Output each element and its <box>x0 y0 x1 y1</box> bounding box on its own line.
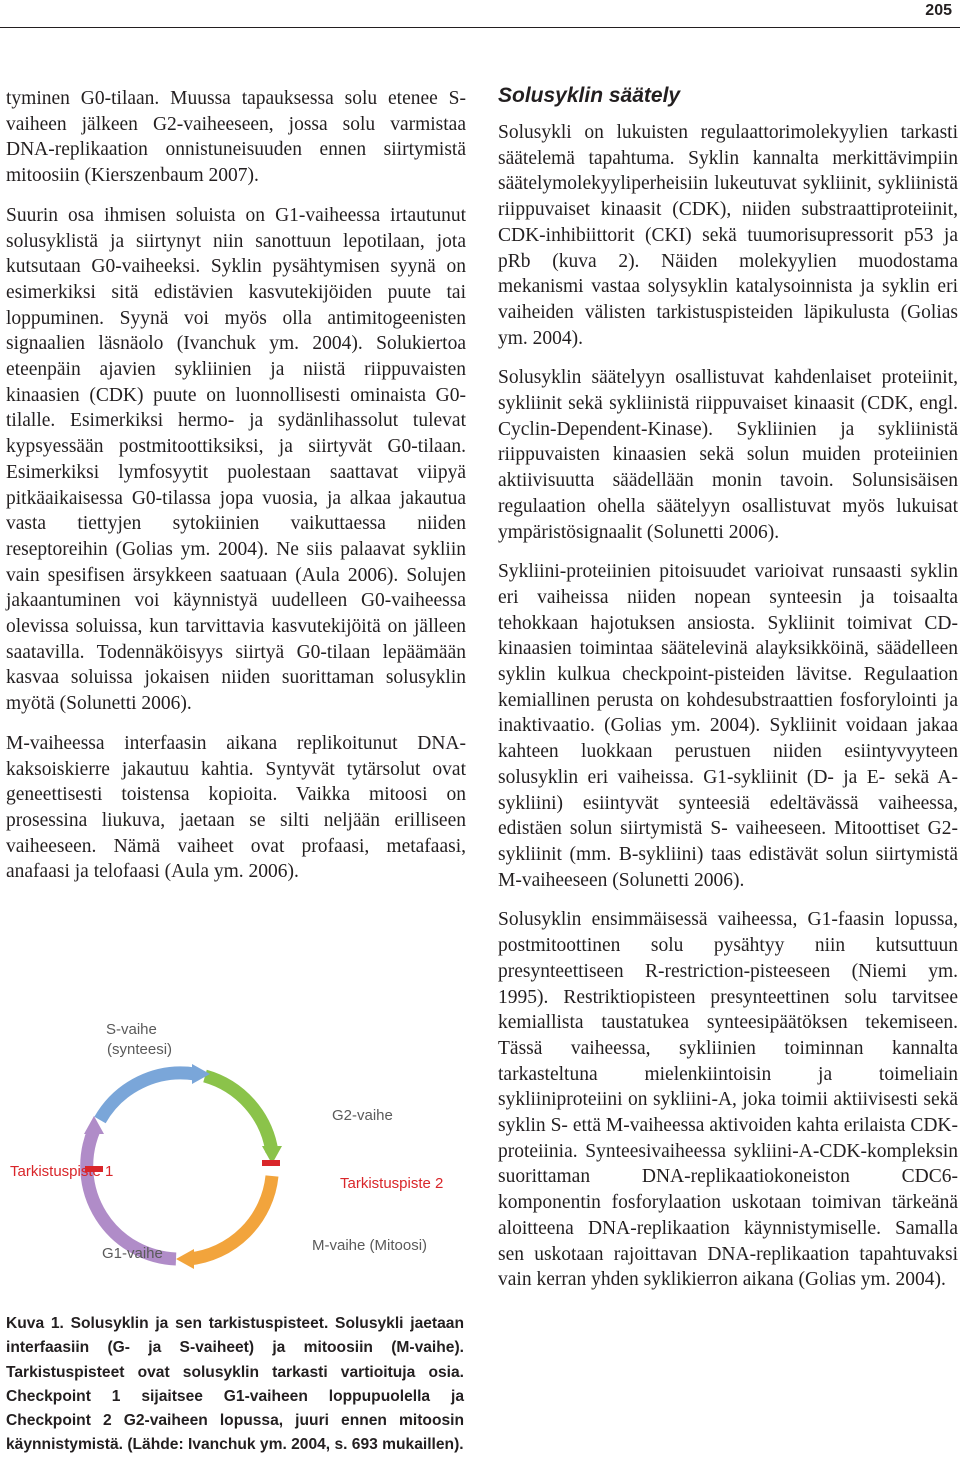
body-paragraph: Solusyklin säätelyyn osallistuvat kahdenlaiset proteiinit, sykliinit sekä sykliinistä riippuvaiset kinaasit (CDK, engl. Cyclin-Dependent-Kinase). Sykliinien ja sykliinistä riippuvaisten kinaasien sekä solun muiden proteiinien aktiivisuutta säädellään monin tavoin. Solunsisäisen regulaation ohella säätelyyn osallistuvat myös lukuisat ympäristösignaalit (Solunetti 2006). <box>498 367 958 543</box>
cell-cycle-diagram <box>6 1006 466 1296</box>
g1-phase-arc <box>87 1130 176 1259</box>
s-phase-label: S-vaihe <box>106 1021 157 1038</box>
page-number: 205 <box>925 2 952 19</box>
checkpoint1-label: Tarkistuspiste 1 <box>10 1163 114 1180</box>
m-phase-arrowhead <box>176 1249 194 1269</box>
cell-cycle-figure <box>6 1006 466 1296</box>
body-paragraph: Sykliini-proteiinien pitoisuudet varioivat runsaasti syklin eri vaiheissa niiden nopean synteesin ja toisaalta tehokkaan hajotuksen ansiosta. Sykliinit toimivat CD-kinaasien toimintaa säätelevinä alayksikköinä, säädelleen syklin kulkua checkpoint-pisteiden lävitse. Regulaation kemiallinen perusta on kohdesubstraattien fosforylointi ja inaktivaatio. (Golias ym. 2004). Sykliinit voidaan jakaa kahteen luokkaan perustuen niiden esiintyvyyteen solusyklin eri vaiheissa. G1-sykliinit (D- ja E- sekä A-sykliini) esiintyvät synteesiä edeltävässä vaiheessa, edistäen solun siirtymistä S- vaiheeseen. Mitoottiset G2-sykliinit (mm. B-sykliini) taas edistävät solun siirtymistä M-vaiheeseen (Solunetti 2006). <box>498 561 958 891</box>
body-paragraph: Solusyklin ensimmäisessä vaiheessa, G1-faasin lopussa, postmitoottinen solu pysähtyy niin kutsuttuun presynteettiseen R-restriction-pisteeseen (Niemi ym. 1995). Restriktiopisteen presynteettinen solu tarvitsee kemiallista taustatukea synteesipäätöksen tekemiseen. Tässä vaiheessa, sykliinien toiminnan kannalta tarkasteltuna mielenkiintoisin ja toimeliain sykliiniproteiini on sykliini-A, joka toimii aktiivisesti sekä syklin S- että M-vaiheessa aktivoiden kahta erilaista CDK- proteiinia. Synteesivaiheessa sykliini-A-CDK-kompleksin suorittaman DNA-replikaatiokoneiston CDC6-komponentin fosforylaation uskotaan toimivan tärkeänä aloitteena DNA-replikaation käynnistymiselle. Samalla sen uskotaan rajoittavan DNA-replikaation tapahtuvaksi vain kerran yhden syklikierron aikana (Golias ym. 2004). <box>498 909 958 1291</box>
m-phase-label: M-vaihe (Mitoosi) <box>312 1237 428 1254</box>
m-phase-arc <box>189 1176 272 1259</box>
figure-caption: Kuva 1. Solusyklin ja sen tarkistuspisteet. Solusykli jaetaan interfaasiin (G- ja S-vaiheet) ja mitoosiin (M-vaihe). Tarkistuspisteet ovat solusyklin tarkasti vartioituja osia. Checkpoint 1 sijaitsee G1-vaiheen loppupuolella ja Checkpoint 2 G2-vaiheen lopussa, juuri ennen mitoosin käynnistymistä. (Lähde: Ivanchuk ym. 2004, s. 693 mukaillen). <box>6 1315 464 1454</box>
section-heading: Solusyklin säätely <box>498 84 681 107</box>
right-column <box>498 84 958 1307</box>
header-rule <box>0 27 960 28</box>
s-phase-arc <box>100 1073 195 1120</box>
checkpoint2-marker <box>262 1160 280 1166</box>
g1-phase-label: G1-vaihe <box>102 1245 163 1262</box>
g2-phase-label: G2-vaihe <box>332 1107 393 1124</box>
body-paragraph: Solusykli on lukuisten regulaattorimolekyylien tarkasti säätelemä tapahtuma. Syklin kannalta merkittävimpiin säätelymolekyyliperheisiin lukeutuvat sykliinit, sykliinistä riippuvaiset kinaasit (CDK), niiden substraattiproteiinit, CDK-inhibiittorit (CKI) sekä tuumorisupressorit p53 ja pRb (kuva 2). Näiden molekyylien muodostama mekanismi vastaa solysyklin katalysoinnista ja syklin eri vaiheiden välisten tarkistuspisteiden läpikulusta (Golias ym. 2004). <box>498 122 958 349</box>
body-paragraph: M-vaiheessa interfaasin aikana replikoitunut DNA-kaksoiskierre jakautuu kahtia. Syntyvät tytärsolut ovat geneettisesti toistensa kopioita. Vaikka mitoosi on prosessina liukuva, jaetaan se silti neljään erilliseen vaiheeseen. Nämä vaiheet ovat profaasi, metafaasi, anafaasi ja telofaasi (Aula ym. 2006). <box>6 732 466 883</box>
g2-phase-arc <box>205 1076 272 1152</box>
checkpoint2-label: Tarkistuspiste 2 <box>340 1175 444 1192</box>
s-phase-sublabel: (synteesi) <box>107 1041 173 1058</box>
body-paragraph: tyminen G0-tilaan. Muussa tapauksessa solu etenee S-vaiheen jälkeen G2-vaiheeseen, jossa solu varmistaa DNA-replikaation onnistuneisuuden ennen siirtymistä mitoosiin (Kierszenbaum 2007). <box>6 88 466 187</box>
left-column <box>6 86 466 899</box>
body-paragraph: Suurin osa ihmisen soluista on G1-vaiheessa irtautunut solusyklistä ja siirtynyt niin sanottuun lepotilaan, jota kutsutaan G0-vaiheeksi. Syklin pysähtymisen syynä on esimerkiksi sitä edistävien kasvutekijöiden puute tai loppuminen. Syynä voi myös olla antimitogeenisten signaalien läsnäolo (Ivanchuk ym. 2004). Solukiertoa eteenpäin ajavien sykliinien ja niistä riippuvaisten kinaasien (CDK) puute on luonnollisesti ominaista G0-tilalle. Esimerkiksi hermo- ja sydänlihassolut tulevat kypsyessään postmitoottiksiksi, ja siirtyvät G0-tilaan. Esimerkiksi lymfosyytit puolestaan saattavat viipyä pitkäaikaisessa G0-tilassa jopa vuosia, ja alkaa jakautua vasta tiettyjen sytokiinien vaikuttaessa niiden reseptoreihin (Golias ym. 2004). Ne siis palaavat sykliin vain spesifisen ärsykkeen saatuaan (Aula 2006). Solujen jakaantuminen voi käynnistyä uudelleen G0-vaiheessa olevissa soluissa, kun tarvittavia kasvutekijöitä on jälleen saatavilla. Todennäköisyys siirtyä G0-tilaan lepäämään kasvaa soluissa jokaisen niiden suorittaman solusyklin myötä (Solunetti 2006). <box>6 204 466 715</box>
